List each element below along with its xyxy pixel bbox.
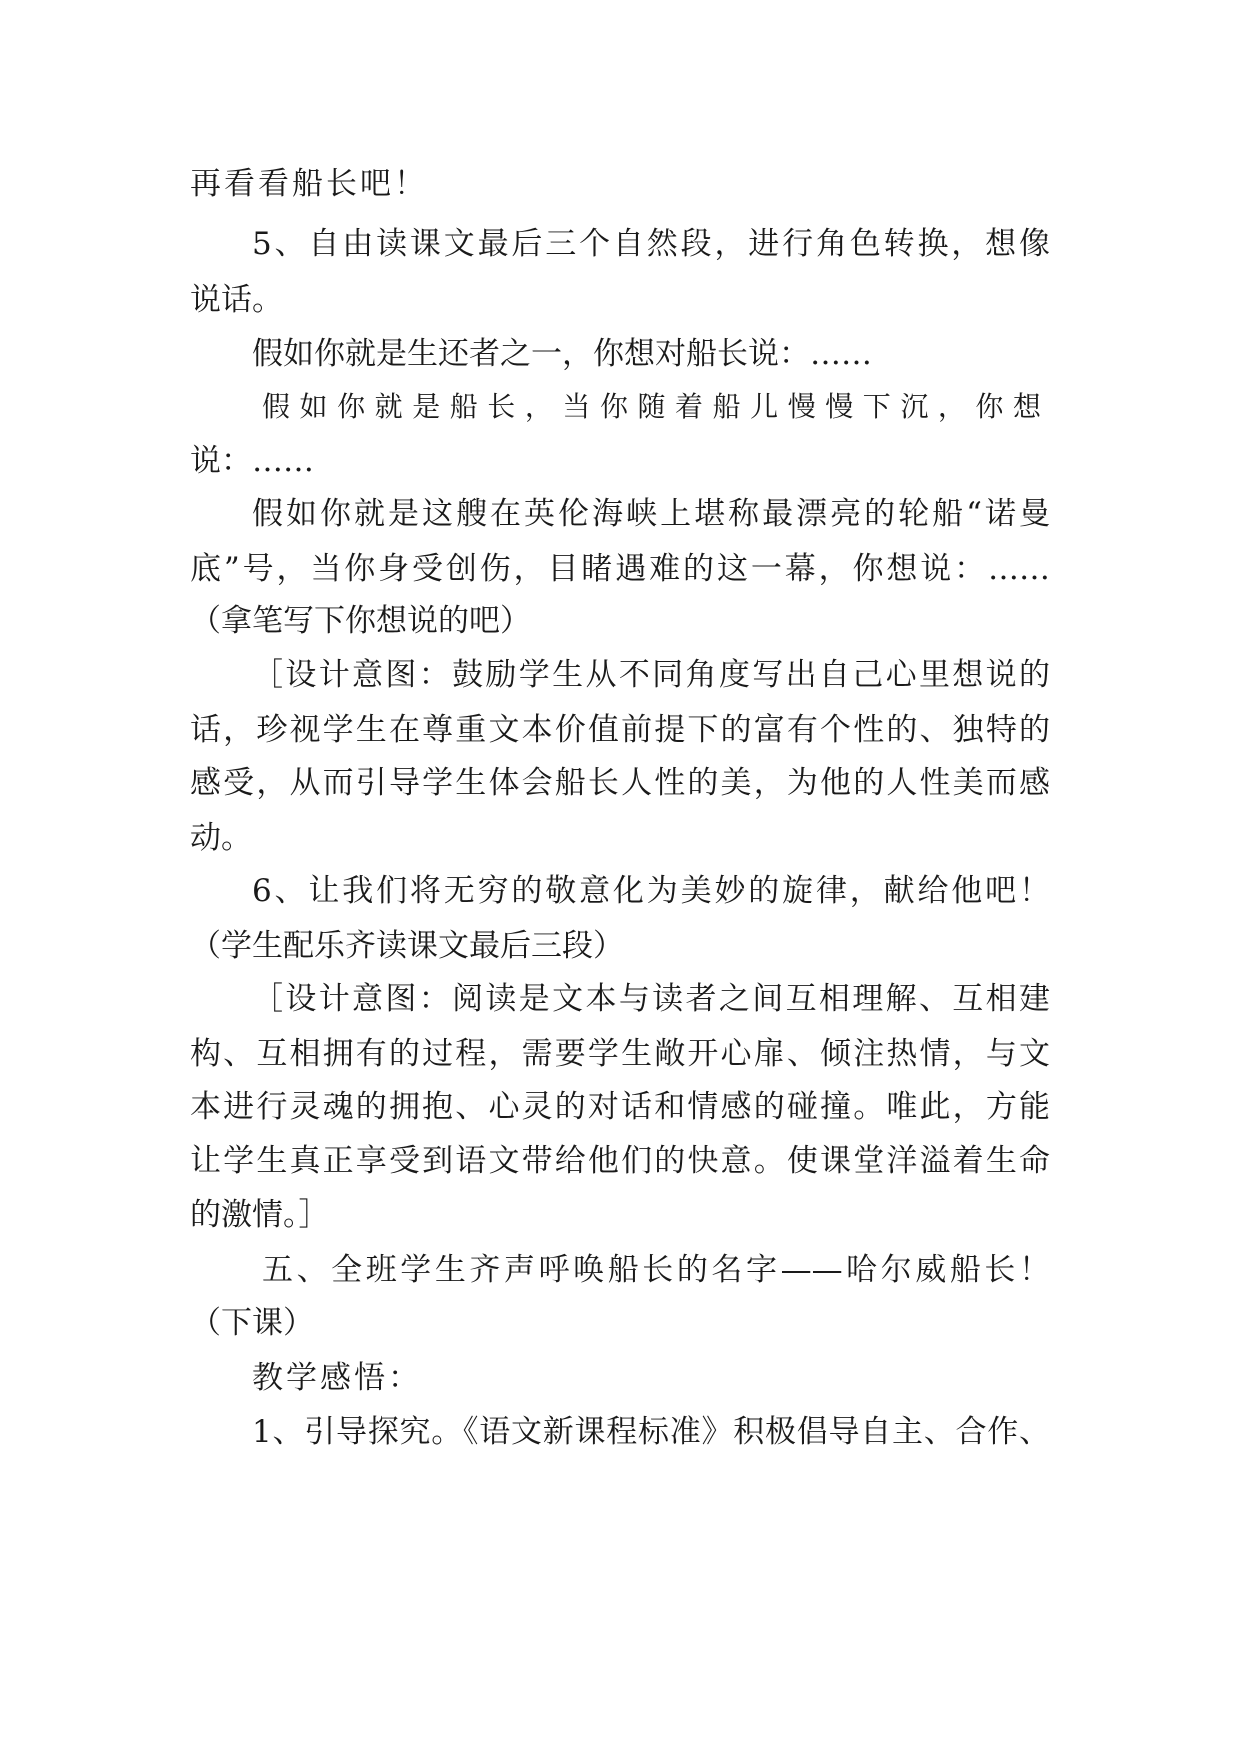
text-line: 构、互相拥有的过程，需要学生敞开心扉、倾注热情，与文 xyxy=(190,1036,1050,1072)
text-line: 教学感悟： xyxy=(252,1360,422,1396)
text-line: （拿笔写下你想说的吧） xyxy=(190,603,531,639)
text-line: 动。 xyxy=(190,820,252,856)
text-line: 假如你就是这艘在英伦海峡上堪称最漂亮的轮船“诺曼 xyxy=(252,496,1050,532)
text-line: ［设计意图：鼓励学生从不同角度写出自己心里想说的 xyxy=(252,657,1050,693)
text-line: 的激情。］ xyxy=(190,1197,330,1233)
text-line: 6、让我们将无穷的敬意化为美妙的旋律，献给他吧！ xyxy=(252,873,1050,909)
text-line: 说：…… xyxy=(190,443,314,479)
text-line: ［设计意图：阅读是文本与读者之间互相理解、互相建 xyxy=(252,981,1050,1017)
text-line: （学生配乐齐读课文最后三段） xyxy=(190,928,624,964)
text-line: 五、全班学生齐声呼唤船长的名字——哈尔威船长！ xyxy=(262,1252,1050,1288)
text-line: 假如你就是生还者之一，你想对船长说：…… xyxy=(252,336,872,372)
text-line: 1、引导探究。《语文新课程标准》积极倡导自主、合作、 xyxy=(252,1414,1050,1450)
text-line: 让学生真正享受到语文带给他们的快意。使课堂洋溢着生命 xyxy=(190,1143,1050,1179)
text-line: 底”号，当你身受创伤，目睹遇难的这一幕，你想说：…… xyxy=(190,551,1050,587)
text-line: 假如你就是船长，当你随着船儿慢慢下沉，你想 xyxy=(262,390,1050,423)
text-line: 话，珍视学生在尊重文本价值前提下的富有个性的、独特的 xyxy=(190,712,1050,748)
text-line: （下课） xyxy=(190,1305,314,1341)
text-line: 本进行灵魂的拥抱、心灵的对话和情感的碰撞。唯此，方能 xyxy=(190,1089,1050,1125)
text-line: 5、自由读课文最后三个自然段，进行角色转换，想像 xyxy=(252,226,1050,262)
text-line: 再看看船长吧！ xyxy=(190,166,428,202)
text-line: 说话。 xyxy=(190,282,283,318)
text-line: 感受，从而引导学生体会船长人性的美，为他的人性美而感 xyxy=(190,765,1050,801)
